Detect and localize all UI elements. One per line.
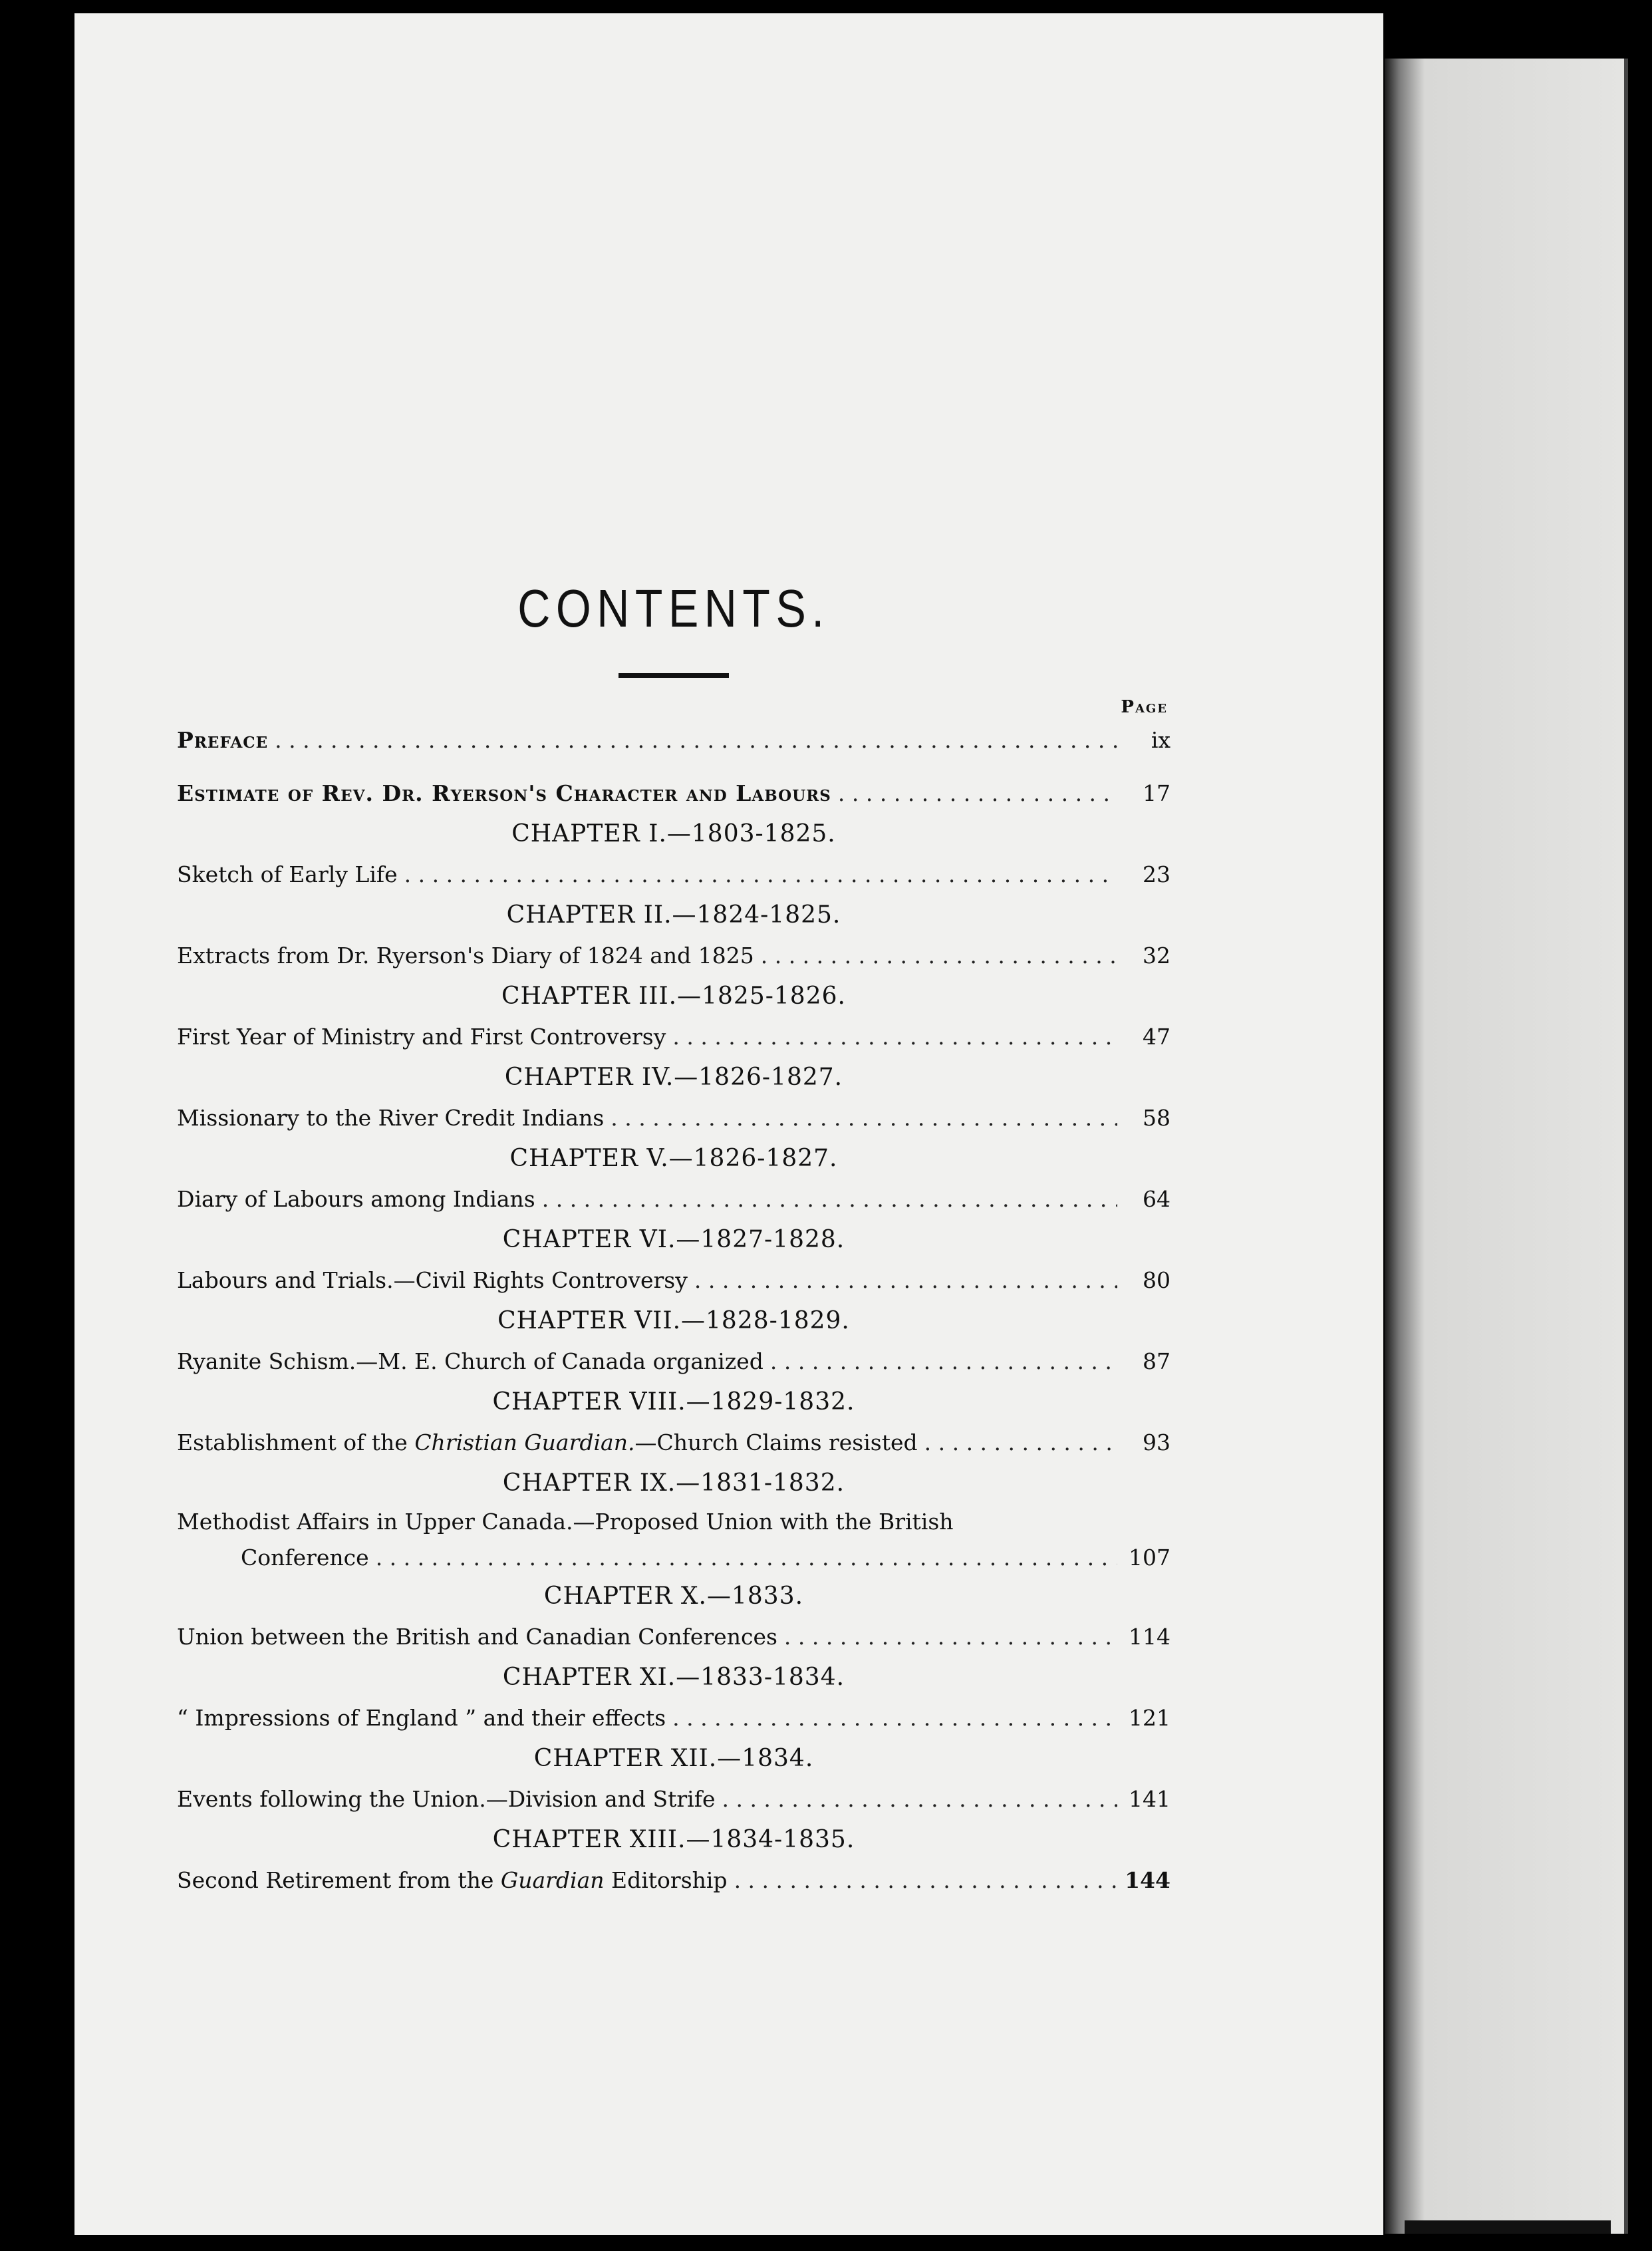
toc-entry-label: Preface bbox=[177, 727, 269, 753]
toc-entry-label: “ Impressions of England ” and their effects bbox=[177, 1705, 666, 1731]
toc-entry-text: —Church Claims resisted bbox=[634, 1429, 918, 1455]
toc-entry-label: Sketch of Early Life bbox=[177, 861, 398, 887]
contents-list bbox=[177, 572, 1170, 1900]
leader-dots bbox=[275, 720, 1117, 760]
toc-entry-label: Methodist Affairs in Upper Canada.—Proposed Union with the British bbox=[177, 1509, 954, 1535]
leader-dots bbox=[770, 1342, 1117, 1382]
leader-dots bbox=[542, 1179, 1117, 1219]
chapter-heading: CHAPTER VIII.—1829-1832. bbox=[492, 1388, 855, 1416]
chapter-heading: CHAPTER IX.—1831-1832. bbox=[502, 1469, 845, 1497]
page-column-label: Page bbox=[1121, 697, 1168, 717]
toc-entry bbox=[177, 855, 1170, 895]
leader-dots bbox=[672, 1017, 1117, 1057]
toc-page-number: 32 bbox=[1143, 943, 1170, 969]
chapter-heading: CHAPTER I.—1803-1825. bbox=[511, 820, 836, 847]
toc-page-number: 107 bbox=[1129, 1545, 1170, 1571]
toc-page-number: 141 bbox=[1129, 1786, 1170, 1812]
toc-entry bbox=[177, 1779, 1170, 1819]
toc-entry-label: Union between the British and Canadian Conferences bbox=[177, 1624, 777, 1650]
toc-page-number: 114 bbox=[1129, 1624, 1170, 1650]
chapter-heading: CHAPTER XI.—1833-1834. bbox=[502, 1664, 845, 1691]
toc-page-number: 80 bbox=[1143, 1267, 1170, 1293]
toc-entry bbox=[177, 1261, 1170, 1300]
toc-page-number: ix bbox=[1151, 727, 1170, 753]
chapter-heading: CHAPTER XII.—1834. bbox=[533, 1745, 814, 1772]
leader-dots bbox=[672, 1698, 1117, 1738]
toc-entry-label-continued: Conference bbox=[241, 1545, 369, 1571]
leader-dots bbox=[924, 1423, 1117, 1463]
chapter-heading: CHAPTER VII.—1828-1829. bbox=[497, 1307, 850, 1334]
toc-entry-label: First Year of Ministry and First Controversy bbox=[177, 1024, 666, 1050]
toc-entry bbox=[177, 1098, 1170, 1138]
toc-entry-preface bbox=[177, 720, 1170, 760]
toc-page-number: 58 bbox=[1143, 1105, 1170, 1131]
toc-page-number: 87 bbox=[1143, 1348, 1170, 1374]
toc-entry bbox=[177, 1861, 1170, 1900]
toc-entry bbox=[177, 936, 1170, 976]
toc-page-number: 144 bbox=[1125, 1867, 1170, 1893]
leader-dots bbox=[761, 936, 1117, 976]
chapter-heading: CHAPTER IV.—1826-1827. bbox=[504, 1064, 843, 1091]
toc-page-number: 47 bbox=[1143, 1024, 1170, 1050]
leader-dots bbox=[694, 1261, 1117, 1300]
toc-entry-label bbox=[177, 1861, 728, 1900]
chapter-heading: CHAPTER X.—1833. bbox=[543, 1582, 804, 1610]
leader-dots bbox=[784, 1617, 1117, 1657]
toc-entry-label: Extracts from Dr. Ryerson's Diary of 1824 and 1825 bbox=[177, 943, 754, 969]
toc-entry-label bbox=[177, 1423, 918, 1463]
chapter-heading: CHAPTER V.—1826-1827. bbox=[509, 1145, 838, 1172]
toc-entry-label: Labours and Trials.—Civil Rights Controversy bbox=[177, 1267, 688, 1293]
toc-page-number: 23 bbox=[1143, 861, 1170, 887]
chapter-heading: CHAPTER II.—1824-1825. bbox=[506, 901, 841, 929]
chapter-heading: CHAPTER VI.—1827-1828. bbox=[502, 1226, 845, 1253]
leader-dots bbox=[376, 1540, 1117, 1576]
leader-dots bbox=[404, 855, 1117, 895]
toc-entry-label: Events following the Union.—Division and Strife bbox=[177, 1786, 716, 1812]
toc-page-number: 17 bbox=[1143, 780, 1170, 806]
chapter-heading: CHAPTER XIII.—1834-1835. bbox=[492, 1826, 855, 1853]
toc-entry-label: Diary of Labours among Indians bbox=[177, 1186, 535, 1212]
toc-page-number: 121 bbox=[1129, 1705, 1170, 1731]
toc-page-number: 64 bbox=[1143, 1186, 1170, 1212]
toc-entry bbox=[177, 1504, 1170, 1576]
toc-entry-italic: Guardian bbox=[500, 1867, 605, 1893]
toc-entry-text: Editorship bbox=[604, 1867, 728, 1893]
leader-dots bbox=[838, 774, 1117, 814]
leader-dots bbox=[734, 1861, 1117, 1900]
toc-entry-label: Ryanite Schism.—M. E. Church of Canada organized bbox=[177, 1348, 763, 1374]
toc-entry bbox=[177, 1617, 1170, 1657]
toc-entry bbox=[177, 1698, 1170, 1738]
toc-entry-estimate bbox=[177, 774, 1170, 814]
toc-entry-italic: Christian Guardian. bbox=[414, 1429, 635, 1455]
toc-entry-text: Establishment of the bbox=[177, 1429, 415, 1455]
page-edges bbox=[1385, 59, 1628, 2234]
toc-entry bbox=[177, 1179, 1170, 1219]
toc-entry bbox=[177, 1342, 1170, 1382]
toc-entry bbox=[177, 1423, 1170, 1463]
toc-entry-text: Second Retirement from the bbox=[177, 1867, 501, 1893]
toc-page-number: 93 bbox=[1143, 1429, 1170, 1455]
toc-entry bbox=[177, 1017, 1170, 1057]
leader-dots bbox=[611, 1098, 1117, 1138]
leader-dots bbox=[722, 1779, 1117, 1819]
title-rule bbox=[619, 673, 729, 678]
toc-entry-label: Missionary to the River Credit Indians bbox=[177, 1105, 605, 1131]
page-title: CONTENTS. bbox=[517, 579, 830, 638]
toc-entry-label: Estimate of Rev. Dr. Ryerson's Character and Labours bbox=[177, 780, 831, 806]
chapter-heading: CHAPTER III.—1825-1826. bbox=[501, 982, 846, 1010]
